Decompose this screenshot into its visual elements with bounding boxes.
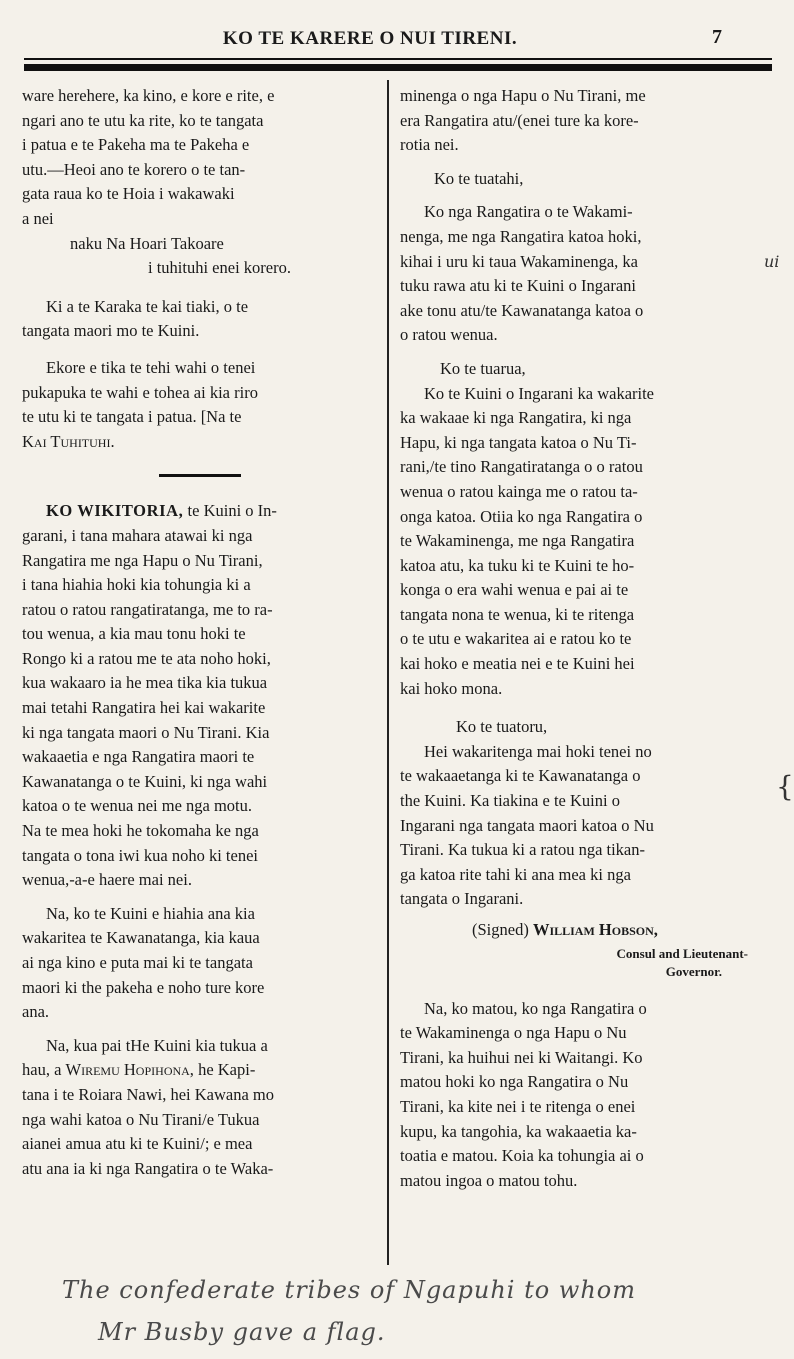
text-line: matou ingoa o matou tohu.	[400, 1170, 578, 1190]
handwritten-note-line-1: The confederate tribes of Ngapuhi to whom	[62, 1276, 637, 1304]
article-1	[400, 200, 762, 348]
text-line: katoa o te wenua nei me nga motu.	[22, 796, 253, 816]
treaty-lead-name: KO WIKITORIA,	[46, 501, 184, 521]
text-line: the Kuini. Ka tiakina e te Kuini o	[400, 791, 620, 811]
text-line: tangata o tona iwi kua noho ki tenei	[22, 845, 258, 865]
text-line: te utu ki te tangata i patua. [Na te	[22, 407, 242, 427]
text-line: aianei amua atu ki te Kuini/; e mea	[22, 1134, 253, 1154]
letter-signature-note: i tuhituhi enei korero.	[148, 258, 291, 278]
text-line: tou wenua, a kia mau tonu hoki te	[22, 624, 246, 644]
text-line: tuku rawa atu ki te Kuini o Ingarani	[400, 276, 636, 296]
text-line: garani, i tana mahara atawai ki nga	[22, 525, 253, 545]
running-title: KO TE KARERE O NUI TIRENI.	[222, 28, 518, 49]
text-line: Rongo ki a ratou me te ata noho hoki,	[22, 648, 271, 668]
treaty-paragraph-3	[22, 1034, 378, 1182]
text-fragment: he Kapi-	[193, 1060, 256, 1080]
text-line: Na, ko matou, ko nga Rangatira o	[424, 998, 647, 1018]
text-line: Ekore e tika te tehi wahi o tenei	[46, 357, 256, 377]
text-line: tana i te Roiara Nawi, hei Kawana mo	[22, 1084, 274, 1104]
text-line: ga katoa rite tahi ki ana mea ki nga	[400, 864, 631, 884]
text-line: te Wakaminenga o nga Hapu o Nu	[400, 1023, 627, 1043]
chiefs-declaration	[400, 997, 762, 1194]
text-line: onga katoa. Otiia ko nga Rangatira o	[400, 506, 643, 526]
text-line: Na, kua pai tHe Kuini kia tukua a	[46, 1035, 268, 1055]
text-line: Na, ko te Kuini e hiahia ana kia	[46, 903, 255, 923]
letter-paragraph	[22, 84, 378, 232]
text-line: ana.	[22, 1002, 50, 1022]
left-column	[22, 84, 378, 1181]
text-line: wakaaetia e nga Rangatira maori te	[22, 747, 255, 767]
text-line: kihai i uru ki taua Wakaminenga, ka	[400, 251, 639, 271]
article-3	[400, 740, 762, 912]
margin-handwriting: ui	[764, 252, 780, 271]
text-line: ngari ano te utu ka rite, ko te tangata	[22, 110, 264, 130]
text-line: toatia e matou. Koia ka tohungia ai o	[400, 1146, 644, 1166]
text-line: i tana hiahia hoki kia tohungia ki a	[22, 575, 251, 595]
text-line: Kawanatanga o te Kuini, ki nga wahi	[22, 771, 268, 791]
signed-prefix: (Signed)	[472, 920, 533, 939]
text-line: wakaritea te Kawanatanga, kia kaua	[22, 928, 260, 948]
column-rule	[387, 80, 389, 1265]
text-line: tangata maori mo te Kuini.	[22, 321, 200, 341]
text-line: wenua,-a-e haere mai nei.	[22, 870, 192, 890]
text-line: Ingarani nga tangata maori katoa o Nu	[400, 815, 654, 835]
text-line: tangata nona te wenua, ki te ritenga	[400, 604, 635, 624]
text-line: Hei wakaritenga mai hoki tenei no	[424, 741, 652, 761]
text-line: ki nga tangata maori o Nu Tirani. Kia	[22, 722, 270, 742]
text-line: Ki a te Karaka te kai tiaki, o te	[46, 296, 249, 316]
text-line: kai hoko e meatia nei e te Kuini hei	[400, 654, 635, 674]
text-line: nga wahi katoa o Nu Tirani/e Tukua	[22, 1109, 260, 1129]
text-line: Tirani. Ka tukua ki a ratou nga tikan-	[400, 840, 646, 860]
text-fragment: te Kuini o In-	[183, 501, 277, 521]
editor-attribution: Kai Tuhituhi.	[22, 431, 115, 451]
article-3-heading: Ko te tuatoru,	[456, 717, 548, 737]
text-line: Ko nga Rangatira o te Wakami-	[424, 202, 633, 222]
text-line: maori ki the pakeha e noho ture kore	[22, 977, 265, 997]
text-line: te Wakaminenga, me nga Rangatira	[400, 531, 635, 551]
text-line: a nei	[22, 208, 54, 228]
treaty-preamble	[22, 499, 378, 893]
text-line: kai hoko mona.	[400, 678, 503, 698]
text-line: wenua o ratou kainga me o ratou ta-	[400, 481, 638, 501]
text-line: era Rangatira atu/(enei ture ka kore-	[400, 110, 639, 130]
text-line: kua wakaaro ia he mea tika kia tukua	[22, 673, 268, 693]
governor-name: Wiremu Hopihona,	[65, 1060, 194, 1080]
page-number: 7	[712, 26, 722, 48]
text-line: mai tetahi Rangatira hei kai wakarite	[22, 698, 266, 718]
signature-block	[400, 918, 762, 943]
treaty-continuation	[400, 84, 762, 158]
text-line: Tirani, ka huihui nei ki Waitangi. Ko	[400, 1047, 643, 1067]
text-line: tangata o Ingarani.	[400, 889, 524, 909]
text-line: i patua e te Pakeha ma te Pakeha e	[22, 135, 250, 155]
handwritten-note-line-2: Mr Busby gave a flag.	[98, 1318, 386, 1346]
text-line: Rangatira me nga Hapu o Nu Tirani,	[22, 550, 263, 570]
header-rule-thick	[24, 64, 772, 71]
text-line: utu.—Heoi ano te korero o te tan-	[22, 159, 246, 179]
text-line: ai nga kino e puta mai ki te tangata	[22, 953, 253, 972]
text-line: Na te mea hoki he tokomaha ke nga	[22, 821, 259, 841]
text-line: minenga o nga Hapu o Nu Tirani, me	[400, 86, 646, 105]
section-divider	[159, 474, 241, 477]
text-line: ake tonu atu/te Kawanatanga katoa o	[400, 300, 644, 320]
text-line: ratou o ratou rangatiratanga, me to ra-	[22, 599, 273, 619]
text-line: te wakaaetanga ki te Kawanatanga o	[400, 766, 641, 786]
text-line: kupu, ka tangohia, ka wakaaetia ka-	[400, 1121, 637, 1141]
signatory-title: Consul and Lieutenant-	[616, 945, 748, 961]
text-line: nenga, me nga Rangatira katoa hoki,	[400, 226, 642, 246]
treaty-paragraph-2	[22, 902, 378, 1025]
text-line: Hapu, ki nga tangata katoa o Nu Ti-	[400, 432, 637, 452]
text-line: rani,/te tino Rangatiratanga o o ratou	[400, 457, 643, 477]
text-line: o ratou wenua.	[400, 325, 498, 345]
right-column	[400, 84, 762, 1193]
signatory-name: William Hobson,	[532, 920, 658, 939]
text-line: Tirani, ka kite nei i te ritenga o enei	[400, 1096, 636, 1116]
text-line: konga o era wahi wenua e pai ai te	[400, 580, 629, 600]
text-line: atu ana ia ki nga Rangatira o te Waka-	[22, 1158, 274, 1178]
text-line: gata raua ko te Hoia i wakawaki	[22, 184, 235, 204]
address-paragraph	[22, 295, 378, 344]
letter-signature: naku Na Hoari Takoare	[70, 233, 224, 253]
text-line: o te utu e wakaritea ai e ratou ko te	[400, 629, 632, 649]
article-2-heading: Ko te tuarua,	[440, 358, 526, 378]
signatory-title-2: Governor.	[665, 963, 722, 979]
text-line: ka wakaae ki nga Rangatira, ki nga	[400, 408, 632, 428]
text-line: matou hoki ko nga Rangatira o Nu	[400, 1072, 629, 1092]
text-line: rotia nei.	[400, 135, 459, 155]
header-rule-thin	[24, 58, 772, 60]
text-fragment: hau, a	[22, 1060, 66, 1080]
text-line: Ko te Kuini o Ingarani ka wakarite	[424, 383, 655, 403]
editor-note-paragraph	[22, 356, 378, 454]
margin-bracket-mark: {	[776, 770, 794, 803]
article-2	[400, 382, 762, 702]
article-1-heading: Ko te tuatahi,	[434, 168, 524, 188]
text-line: pukapuka te wahi e tohea ai kia riro	[22, 382, 258, 402]
text-line: ware herehere, ka kino, e kore e rite, e	[22, 86, 275, 105]
text-line: katoa atu, ka tuku ki te Kuini te ho-	[400, 555, 635, 575]
